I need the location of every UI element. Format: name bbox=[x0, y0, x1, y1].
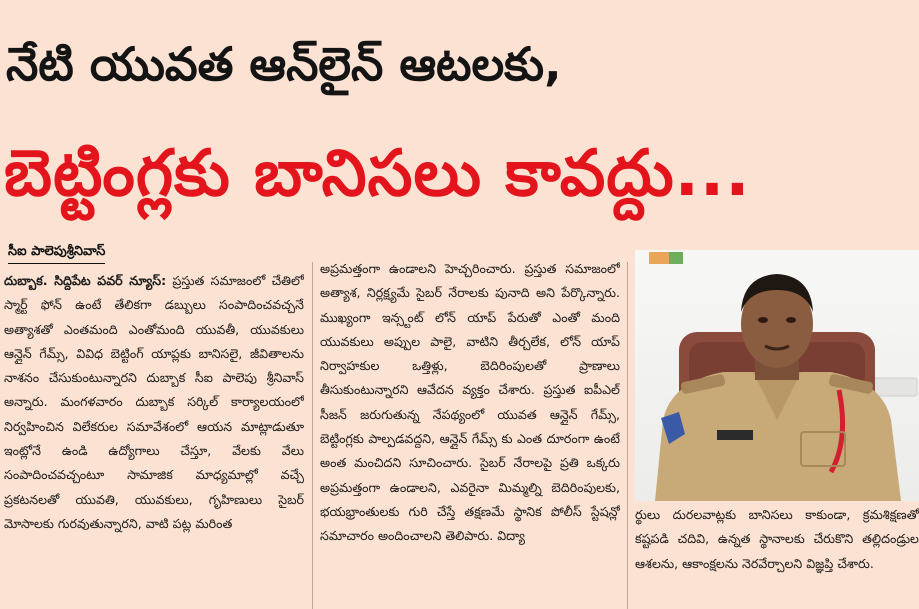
police-officer-icon bbox=[635, 250, 919, 501]
article-column-2 bbox=[320, 257, 620, 609]
name-tag-icon bbox=[717, 430, 753, 440]
column-2-text: అప్రమత్తంగా ఉండాలని హెచ్చరించారు. ప్రస్తుత సమాజంలో అత్యాశ, నిర్లక్ష్యమే సైబర్ నేరాలకు పునాది అని పేర్కొన్నారు. ముఖ్యంగా ఇన్స్టంట్ లోన్ యాప్ పేరుతో ఎంతో మంది యువకులు అప్పుల పాలై, వాటిని తీర్చలేక, లోన్ యాప్ నిర్వాహకుల ఒత్తిళ్లు, బెదిరింపులతో ప్రాణాలు తీసుకుంటున్నారని ఆవేదన వ్యక్తం చేశారు. ప్రస్తుత ఐపీఎల్ సీజన్ జరుగుతున్న నేపథ్యంలో యువత ఆన్లైన్ గేమ్స్, బెట్టింగ్లకు పాల్పడవద్దని, ఆన్లైన్ గేమ్స్ కు ఎంత దూరంగా ఉంటే అంత మంచిదని సూచించారు. సైబర్ నేరాలపై ప్రతి ఒక్కరు అప్రమత్తంగా ఉండాలని, ఎవరైనా మిమ్మల్ని బెదిరింపులకు, భయభ్రాంతులకు గురి చేస్తే తక్షణమే స్థానిక పోలీస్ స్టేషన్లో సమాచారం అందించాలని తెలిపారు. విద్యా bbox=[320, 261, 620, 544]
article-column-1 bbox=[4, 269, 304, 609]
headline-line-1: నేటి యువత ఆన్‌లైన్ ఆటలకు, bbox=[6, 37, 562, 91]
column-3-text: ర్థులు దురలవాట్లకు బానిసలు కాకుండా, క్రమశిక్షణతో కష్టపడి చదివి, ఉన్నత స్థానాలకు చేరుకొని తల్లిదండ్రుల ఆశలను, ఆకాంక్షలను నెరవేర్చాలని విజ్ఞప్తి చేశారు. bbox=[635, 507, 919, 571]
column-divider bbox=[312, 262, 313, 609]
column-divider bbox=[627, 262, 628, 609]
eye-icon bbox=[786, 317, 796, 323]
headline-line-2: బెట్టింగ్లకు బానిసలు కావద్దు... bbox=[4, 137, 751, 211]
dateline: దుబ్బాక. సిద్దిపేట పవర్ న్యూస్: bbox=[4, 273, 167, 288]
article-column-3 bbox=[635, 503, 919, 609]
eye-icon bbox=[758, 317, 768, 323]
wall-flag-icon bbox=[669, 252, 683, 264]
officer-photo bbox=[635, 250, 919, 501]
byline: సీఐ పాలెపుశ్రీనివాస్ bbox=[8, 244, 105, 264]
wall-flag-icon bbox=[649, 252, 669, 264]
column-1-text: ప్రస్తుత సమాజంలో చేతిలో స్మార్ట్ ఫోన్ ఉంటే తేలికగా డబ్బులు సంపాదించవచ్చనే అత్యాశతో ఎంతమంది ఎంతోమంది యువతీ, యువకులు ఆన్లైన్ గేమ్స్, వివిధ బెట్టింగ్ యాప్లకు బానిసలై, జీవితాలను నాశనం చేసుకుంటున్నారని దుబ్బాక సీఐ పాలెపు శ్రీనివాస్ అన్నారు. మంగళవారం దుబ్బాక సర్కిల్ కార్యాలయంలో నిర్వహించిన విలేకరుల సమావేశంలో ఆయన మాట్లాడుతూ ఇంట్లోనే ఉండి ఉద్యోగాలు చేస్తూ, వేలకు వేలు సంపాదించవచ్చంటూ సామాజిక మాధ్యమాల్లో వచ్చే ప్రకటనలతో యువతి, యువకులు, గృహిణులు సైబర్ మోసాలకు గురవుతున్నారని, వాటి పట్ల మరింత bbox=[4, 273, 304, 531]
